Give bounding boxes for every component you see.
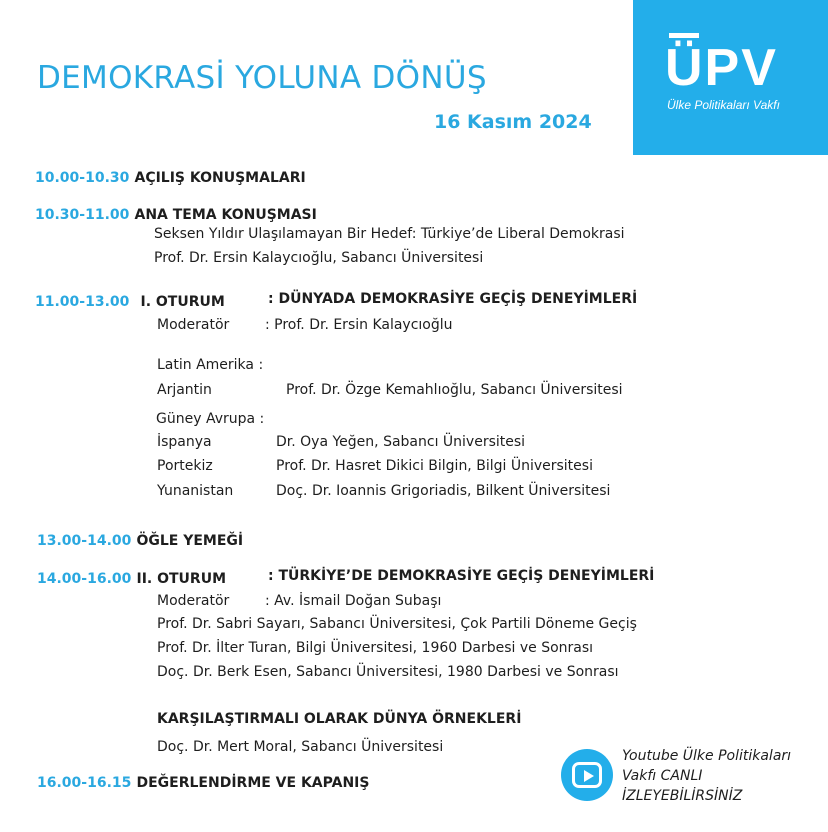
- play-icon: [584, 770, 594, 782]
- speaker: Dr. Oya Yeğen, Sabancı Üniversitesi: [276, 434, 526, 450]
- moderator-name: : Av. İsmail Doğan Subaşı: [265, 593, 442, 609]
- session-closing: [37, 772, 369, 791]
- speaker: Doç. Dr. Ioannis Grigoriadis, Bilkent Üniversitesi: [276, 483, 611, 499]
- session-time: 16.00-16.15: [37, 775, 132, 791]
- country: Arjantin: [157, 382, 212, 398]
- logo-mark: ÜPV: [665, 39, 778, 97]
- speaker: Prof. Dr. Sabri Sayarı, Sabancı Üniversitesi, Çok Partili Döneme Geçiş: [157, 616, 637, 632]
- youtube-frame: [572, 762, 602, 788]
- country: Portekiz: [157, 458, 213, 474]
- youtube-icon: [561, 749, 613, 801]
- keynote-topic: Seksen Yıldır Ulaşılamayan Bir Hedef: Türkiye’de Liberal Demokrasi: [154, 226, 625, 242]
- speaker: Prof. Dr. Özge Kemahlıoğlu, Sabancı Üniversitesi: [286, 382, 623, 398]
- session-title: DEĞERLENDİRME VE KAPANIŞ: [136, 775, 370, 791]
- session-time: 11.00-13.00: [35, 294, 130, 310]
- session-lunch: [37, 530, 243, 549]
- session-second: [37, 568, 226, 587]
- speaker: Prof. Dr. İlter Turan, Bilgi Üniversitesi, 1960 Darbesi ve Sonrası: [157, 640, 594, 656]
- page-title: DEMOKRASİ YOLUNA DÖNÜŞ: [37, 60, 487, 96]
- keynote-speaker: Prof. Dr. Ersin Kalaycıoğlu, Sabancı Üniversitesi: [154, 250, 484, 266]
- country: Yunanistan: [157, 483, 234, 499]
- comparison-speaker: Doç. Dr. Mert Moral, Sabancı Üniversitesi: [157, 739, 444, 755]
- country: İspanya: [157, 434, 212, 450]
- moderator-label: Moderatör: [157, 593, 230, 609]
- session-time: 10.30-11.00: [35, 207, 130, 223]
- session-first: [35, 291, 225, 310]
- speaker: Doç. Dr. Berk Esen, Sabancı Üniversitesi, 1980 Darbesi ve Sonrası: [157, 664, 619, 680]
- speaker: Prof. Dr. Hasret Dikici Bilgin, Bilgi Üniversitesi: [276, 458, 593, 474]
- moderator-name: : Prof. Dr. Ersin Kalaycıoğlu: [265, 317, 453, 333]
- session-time: 13.00-14.00: [37, 533, 132, 549]
- session-opening: [35, 167, 306, 186]
- session-keynote: [35, 204, 317, 223]
- comparison-title: KARŞILAŞTIRMALI OLARAK DÜNYA ÖRNEKLERİ: [157, 711, 522, 727]
- event-date: 16 Kasım 2024: [434, 111, 592, 133]
- region-label: Latin Amerika :: [157, 357, 264, 373]
- logo: [633, 0, 828, 155]
- session-time: 10.00-10.30: [35, 170, 130, 186]
- moderator-label: Moderatör: [157, 317, 230, 333]
- session-subtitle: : TÜRKİYE’DE DEMOKRASİYE GEÇİŞ DENEYİMLERİ: [268, 568, 655, 584]
- session-title: II. OTURUM: [136, 571, 226, 587]
- session-title: I. OTURUM: [140, 294, 225, 310]
- session-title: AÇILIŞ KONUŞMALARI: [134, 170, 306, 186]
- session-title: ANA TEMA KONUŞMASI: [134, 207, 317, 223]
- youtube-note: Youtube Ülke Politikaları Vakfı CANLI İZLEYEBİLİRSİNİZ: [622, 748, 792, 804]
- logo-subtitle: Ülke Politikaları Vakfı: [667, 98, 780, 112]
- session-title: ÖĞLE YEMEĞİ: [136, 533, 244, 549]
- region-label: Güney Avrupa :: [156, 411, 265, 427]
- session-time: 14.00-16.00: [37, 571, 132, 587]
- session-subtitle: : DÜNYADA DEMOKRASİYE GEÇİŞ DENEYİMLERİ: [268, 291, 638, 307]
